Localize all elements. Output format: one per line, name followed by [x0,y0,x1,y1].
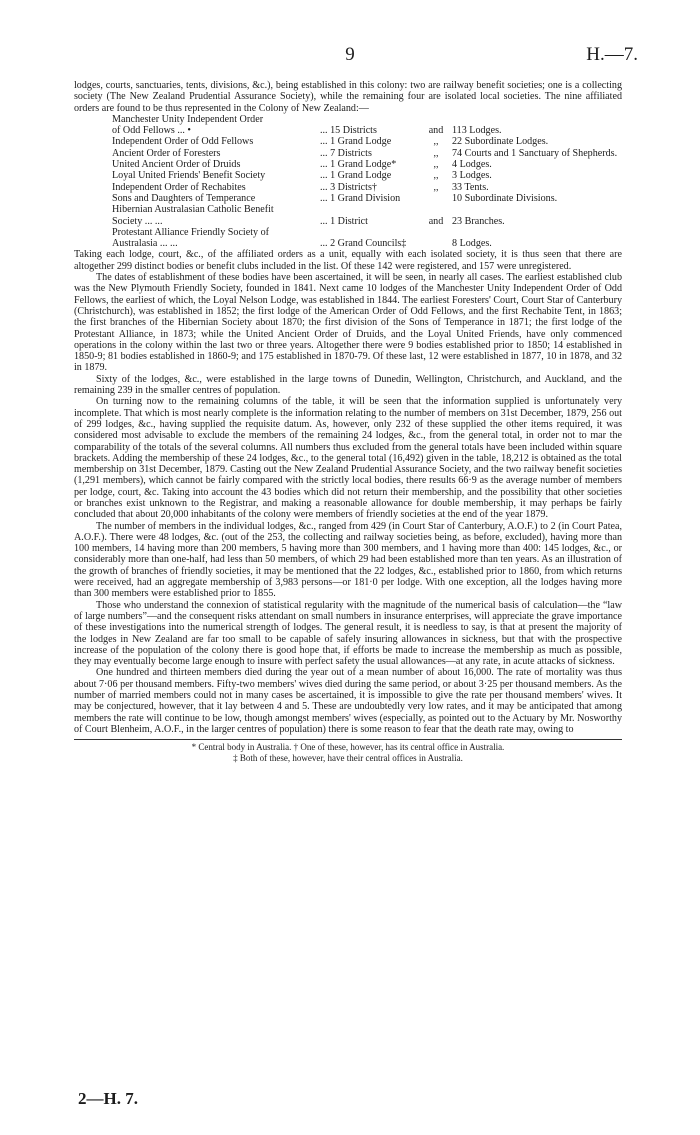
table-row [112,170,622,181]
order-lodges: 113 Lodges. [452,125,502,137]
order-districts: ... 1 Grand Division [320,192,401,204]
page-number: 9 [345,44,355,65]
order-districts: ... 1 District [320,215,368,227]
order-and: ,, [433,136,439,148]
order-and [420,204,452,215]
table-row [112,148,622,159]
order-name: Sons and Daughters of Temperance [112,192,256,204]
table-row [112,159,622,170]
paragraph-large-numbers: Those who understand the connexion of statistical regularity with the magnitude of the numerical basis of calculation—the “law of large numbers”—and the consequent risks attendant on small numbers in insurance enterprises, will appreciate the grave importance of these investigations into the numerical strength of lodges. The general result, it is needless to say, is that at present the majority of the lodges in New Zealand are far too small to be capable of safely insuring allowances in sickness, but that with the prospective increase of the population of the colony there is good hope that, if efforts be made to increase the membership as much as possible, they may eventually become large enough to insure with perfect safety the usual allowances—at any rate, in acute attacks of sickness. [74,599,622,668]
order-lodges: 23 Branches. [452,215,505,227]
table-row [112,227,622,238]
paragraph-mortality: One hundred and thirteen members died during the year out of a mean number of about 16,000. The rate of mortality was thus about 7·06 per thousand members. Fifty-two members' wives died during the same period, or about 3·25 per thousand members. As the number of married members could not in many cases be ascertained, it is impossible to give the rate per thousand members' wives. It may be conjectured, however, that it lay between 4 and 5. These are undoubtedly very low rates, and it may be anticipated that among members the rate will continue to be low, though amongst members' wives (especially, as pointed out to the Actuary by Mr. Nosworthy of Court Blenheim, A.O.F., in the larger centres of population) there is some reason to fear that the death rate may, owing to [74,667,622,735]
page-header [0,44,700,70]
table-row [112,182,622,193]
order-lodges: 3 Lodges. [452,170,492,182]
order-and: ,, [433,170,439,182]
order-lodges: 10 Subordinate Divisions. [452,192,558,204]
order-and [420,238,452,249]
order-name: Ancient Order of Foresters [112,147,221,159]
order-name: Independent Order of Rechabites [112,181,246,193]
order-districts: ... 1 Grand Lodge [320,136,392,148]
order-lodges [452,204,622,215]
order-districts: ... 15 Districts [320,125,377,137]
order-name: Society ... ... [112,215,163,227]
order-and [420,193,452,204]
document-body [74,80,622,764]
order-districts: ... 3 Districts† [320,181,377,193]
order-name: Independent Order of Odd Fellows [112,136,254,148]
paragraph-units: Taking each lodge, court, &c., of the affiliated orders as a unit, equally with each isolated society, it is thus seen that there are altogether 299 distinct bodies or benefit clubs included in the list. Of these 142 were registered, and 157 were unregistered. [74,249,622,272]
paragraph-dates: The dates of establishment of these bodies have been ascertained, it will be seen, in nearly all cases. The earliest established club was the New Plymouth Friendly Society, founded in 1841. Next came 10 lodges of the Manchester Unity Independent Order of Odd Fellows, the earliest of which, the Loyal Nelson Lodge, was established in 1844. The earliest Foresters' Court, Court Star of Canterbury (Christchurch), was established in 1852; the first lodge of the American Order of Odd Fellows, and the first Rechabite Tent, in 1863; the first branches of the Hibernian Society about 1870; the first division of the Sons of Temperance in 1871; the first lodge of the Protestant Alliance, in 1873; while the United Ancient Order of Druids, and the Loyal United Friends, have only commenced operations in the colony within the last two or three years. Altogether there were 9 bodies established prior to 1850; 14 established in 1850-9; 81 bodies established in 1860-9; and 175 established in 1870-79. Of these last, 12 were established in 1877, 10 in 1878, and 32 in 1879. [74,272,622,374]
order-districts: ... 7 Districts [320,147,372,159]
order-districts [320,114,420,125]
footnote-divider [74,739,622,740]
table-row [112,193,622,204]
order-lodges [452,227,622,238]
order-and: ,, [433,181,439,193]
order-name: Manchester Unity Independent Order [112,113,264,125]
order-name: United Ancient Order of Druids [112,159,241,171]
order-name: Protestant Alliance Friendly Society of [112,226,269,238]
order-and [420,114,452,125]
table-row [112,216,622,227]
order-districts: ... 2 Grand Councils‡ [320,238,407,250]
order-lodges: 22 Subordinate Lodges. [452,136,549,148]
order-lodges: 74 Courts and 1 Sanctuary of Shepherds. [452,147,618,159]
order-lodges [452,114,622,125]
paragraph-intro: lodges, courts, sanctuaries, tents, divisions, &c.), being established in this colony: two are railway benefit societies; one is a collecting society (The New Zealand Prudential Assurance Society), while the remaining four are isolated local societies. The nine affiliated orders are found to be thus represented in the Colony of New Zealand:— [74,80,622,114]
order-name: Loyal United Friends' Benefit Society [112,170,266,182]
table-row [112,238,622,249]
order-lodges: 4 Lodges. [452,159,492,171]
table-row [112,125,622,136]
paragraph-membership: On turning now to the remaining columns of the table, it will be seen that the information supplied is unfortunately very incomplete. That which is most nearly complete is the information relating to the number of members on 31st December, 1879, 256 out of 299 lodges, &c., having supplied the requisite datum. As, however, only 232 of these supplied the other items required, it was considered most advisable to exclude the members of the remaining 24 lodges, &c., from the general total, in order not to mar the comparability of the totals of the several columns. All numbers thus excluded from the general totals have been included within square brackets. Adding the membership of these 24 lodges, &c., to the general total (16,492) given in the table, 18,212 is obtained as the total membership on 31st December, 1879. Casting out the New Zealand Prudential Assurance Society, and the two railway benefit societies (1,291 members), which cannot be fairly compared with the strictly local bodies, there results 66·9 as the average number of members per lodge, court, &c. Taking into account the 43 bodies which did not return their membership, and the possibility that other societies or branches exist unknown to the Registrar, and making a reasonable allowance for double membership, it may perhaps be fairly concluded that about 20,000 inhabitants of the colony were members of friendly societies at the end of the year 1879. [74,396,622,521]
order-and: ,, [433,159,439,171]
order-lodges: 8 Lodges. [452,238,492,250]
affiliated-orders-table [112,114,622,250]
order-and: and [428,215,444,227]
order-and: ,, [433,147,439,159]
order-districts [320,227,420,238]
table-row [112,204,622,215]
order-and: and [428,125,444,137]
order-districts [320,204,420,215]
order-name: Hibernian Australasian Catholic Benefit [112,204,274,216]
paragraph-towns: Sixty of the lodges, &c., were established in the large towns of Dunedin, Wellington, Christchurch, and Auckland, and the remaining 239 in the smaller centres of population. [74,373,622,397]
order-name: of Odd Fellows ... • [112,125,191,137]
table-row [112,114,622,125]
footnote-line: * Central body in Australia. † One of these, however, has its central office in Australia. [191,742,505,753]
order-districts: ... 1 Grand Lodge* [320,159,397,171]
order-and [420,227,452,238]
order-lodges: 33 Tents. [452,181,489,193]
footnote-line: ‡ Both of these, however, have their central offices in Australia. [233,753,463,764]
paper-reference: H.—7. [586,44,638,65]
table-row [112,136,622,147]
order-districts: ... 1 Grand Lodge [320,170,392,182]
signature-mark: 2—H. 7. [78,1089,138,1108]
order-name: Australasia ... ... [112,238,178,250]
paragraph-lodge-sizes: The number of members in the individual lodges, &c., ranged from 429 (in Court Star of Canterbury, A.O.F.) to 2 (in Court Patea, A.O.F.). There were 48 lodges, &c. (out of the 253, the collecting and railway societies being, as before, excluded), having more than 100 members, 14 having more than 200 members, 5 having more than 300 members, and 1 having more than 400: 145 lodges, &c., or considerably more than one-half, had less than 50 members, of which 29 had been established more than ten years. As an illustration of the growth of branches of friendly societies, it may be mentioned that the 22 lodges, &c., established prior to 1860, from which returns were received, had an aggregate membership of 3,983 persons—or 181·0 per lodge. With one exception, all the lodges having more than 300 members were established prior to 1855. [74,520,622,600]
